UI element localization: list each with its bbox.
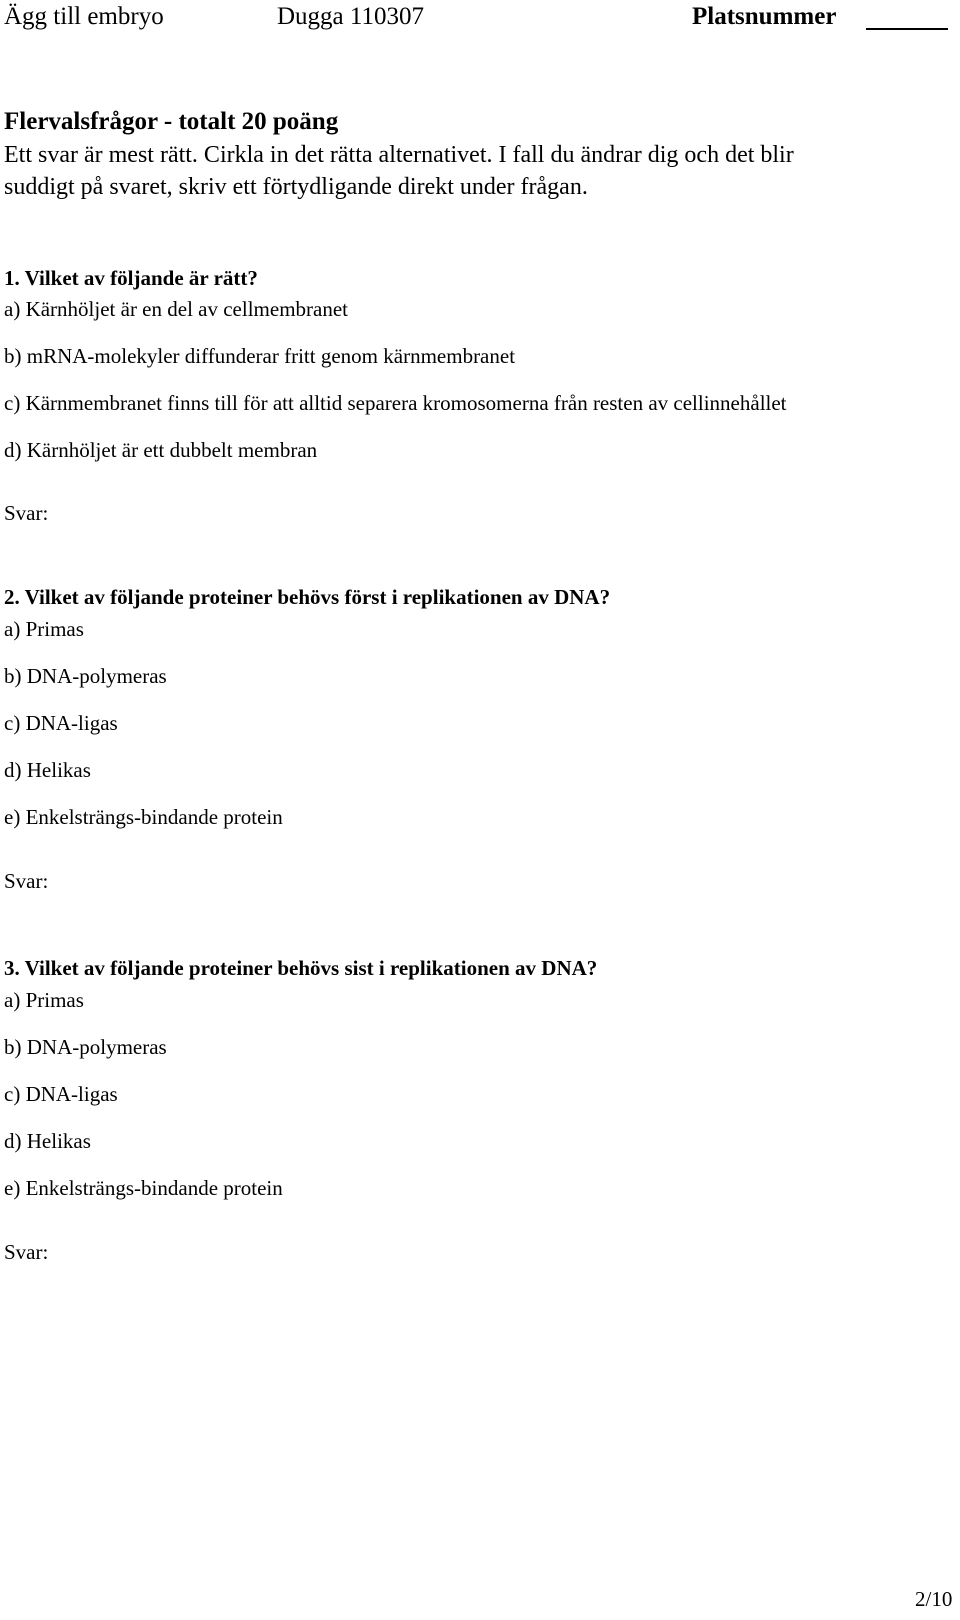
question-3-option-e[interactable]: e) Enkelsträngs-bindande protein <box>4 1176 283 1200</box>
page-number: 2/10 <box>915 1587 953 1611</box>
question-3-option-d[interactable]: d) Helikas <box>4 1129 91 1153</box>
question-2-option-b[interactable]: b) DNA-polymeras <box>4 664 167 688</box>
question-3-answer-label: Svar: <box>4 1240 49 1264</box>
question-3-option-a[interactable]: a) Primas <box>4 988 84 1012</box>
question-1-answer-label: Svar: <box>4 501 49 525</box>
question-1-option-a[interactable]: a) Kärnhöljet är en del av cellmembranet <box>4 297 348 321</box>
question-2-option-c[interactable]: c) DNA-ligas <box>4 711 118 735</box>
exam-title: Dugga 110307 <box>277 3 424 30</box>
instructions-line-1: Ett svar är mest rätt. Cirkla in det rätta alternativet. I fall du ändrar dig och det blir <box>4 142 794 168</box>
question-3-option-c[interactable]: c) DNA-ligas <box>4 1082 118 1106</box>
question-3-option-b[interactable]: b) DNA-polymeras <box>4 1035 167 1059</box>
seat-number-blank[interactable] <box>866 28 948 30</box>
question-3-title: 3. Vilket av följande proteiner behövs sist i replikationen av DNA? <box>4 956 598 980</box>
question-2-option-d[interactable]: d) Helikas <box>4 758 91 782</box>
seat-number-label: Platsnummer <box>692 3 837 30</box>
course-title: Ägg till embryo <box>4 3 164 30</box>
question-1-title: 1. Vilket av följande är rätt? <box>4 266 258 290</box>
instructions-line-2: suddigt på svaret, skriv ett förtydligande direkt under frågan. <box>4 174 588 200</box>
section-title: Flervalsfrågor - totalt 20 poäng <box>4 108 339 135</box>
question-2-title: 2. Vilket av följande proteiner behövs först i replikationen av DNA? <box>4 585 611 609</box>
question-1-option-d[interactable]: d) Kärnhöljet är ett dubbelt membran <box>4 438 318 462</box>
question-2-option-a[interactable]: a) Primas <box>4 617 84 641</box>
question-1-option-c[interactable]: c) Kärnmembranet finns till för att alltid separera kromosomerna från resten av cellinnehållet <box>4 391 787 415</box>
question-2-option-e[interactable]: e) Enkelsträngs-bindande protein <box>4 805 283 829</box>
question-1-option-b[interactable]: b) mRNA-molekyler diffunderar fritt genom kärnmembranet <box>4 344 516 368</box>
question-2-answer-label: Svar: <box>4 869 49 893</box>
